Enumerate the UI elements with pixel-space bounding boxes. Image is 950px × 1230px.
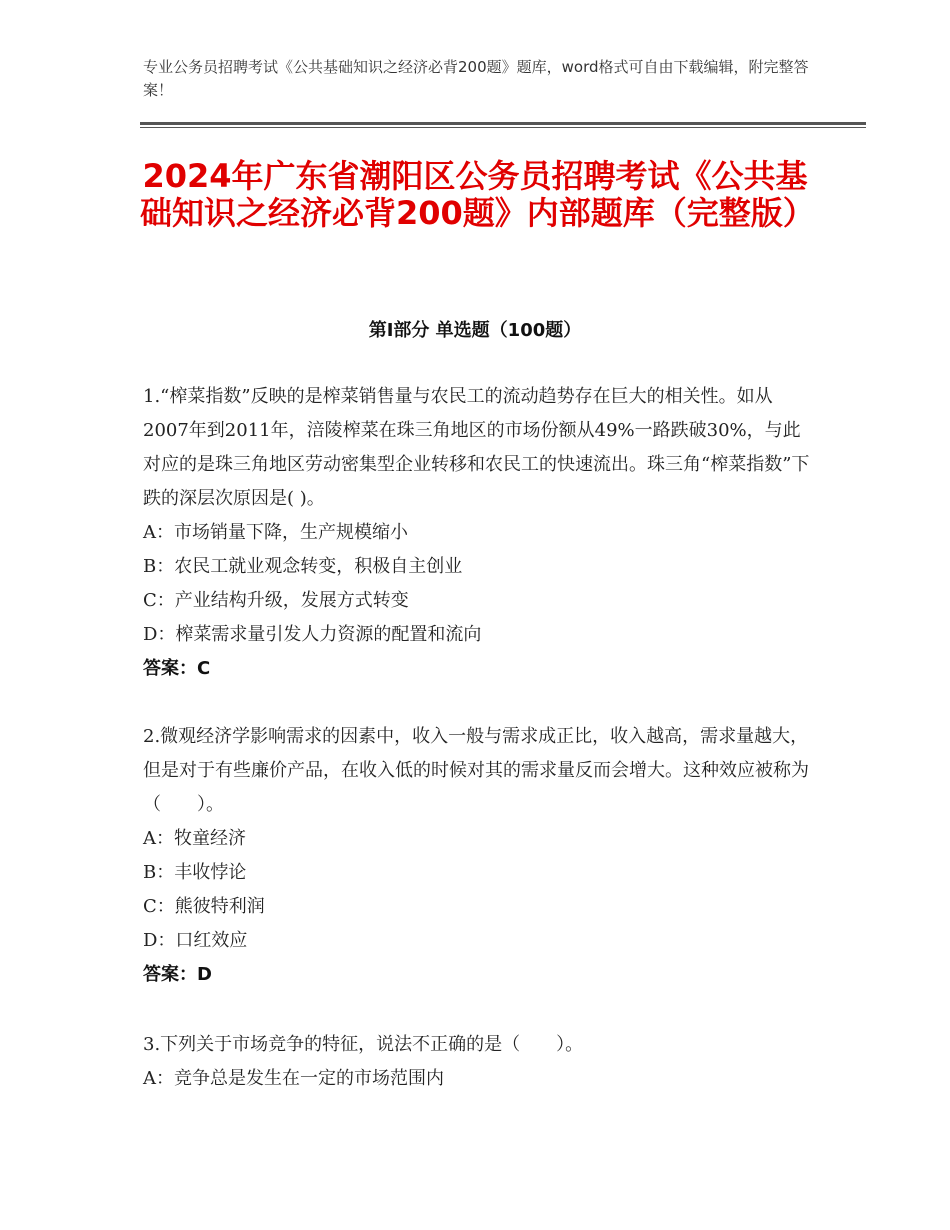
option-a: A：牧童经济 <box>143 828 246 849</box>
option-a: A：竞争总是发生在一定的市场范围内 <box>143 1068 444 1089</box>
header-divider-thin <box>140 127 866 128</box>
question-stem: 3.下列关于市场竞争的特征，说法不正确的是（ ）。 <box>143 1034 584 1055</box>
section-title: 第Ⅰ部分 单选题（100题） <box>368 320 582 341</box>
question-1 <box>143 380 815 686</box>
question-2 <box>143 720 815 992</box>
option-d: D：榨菜需求量引发人力资源的配置和流向 <box>143 624 482 645</box>
document-title: 2024年广东省潮阳区公务员招聘考试《公共基础知识之经济必背200题》内部题库（完整版） <box>140 157 815 232</box>
option-d: D：口红效应 <box>143 930 248 951</box>
option-b: B：丰收悖论 <box>143 862 247 883</box>
header-divider <box>140 122 866 125</box>
question-stem: 2.微观经济学影响需求的因素中，收入一般与需求成正比，收入越高，需求量越大，但是对于有些廉价产品，在收入低的时候对其的需求量反而会增大。这种效应被称为（ ）。 <box>143 726 809 815</box>
option-a: A：市场销量下降，生产规模缩小 <box>143 522 408 543</box>
answer: 答案：C <box>143 658 211 679</box>
option-c: C：熊彼特利润 <box>143 896 265 917</box>
option-b: B：农民工就业观念转变，积极自主创业 <box>143 556 463 577</box>
question-3 <box>143 1028 815 1096</box>
answer: 答案：D <box>143 964 212 985</box>
question-stem: 1.“榨菜指数”反映的是榨菜销售量与农民工的流动趋势存在巨大的相关性。如从2007年到2011年，涪陵榨菜在珠三角地区的市场份额从49%一路跌破30%，与此对应的是珠三角地区劳动密集型企业转移和农民工的快速流出。珠三角“榨菜指数”下跌的深层次原因是( )。 <box>143 386 810 509</box>
header-note: 专业公务员招聘考试《公共基础知识之经济必背200题》题库，word格式可自由下载编辑，附完整答案！ <box>143 58 809 99</box>
option-c: C：产业结构升级，发展方式转变 <box>143 590 409 611</box>
